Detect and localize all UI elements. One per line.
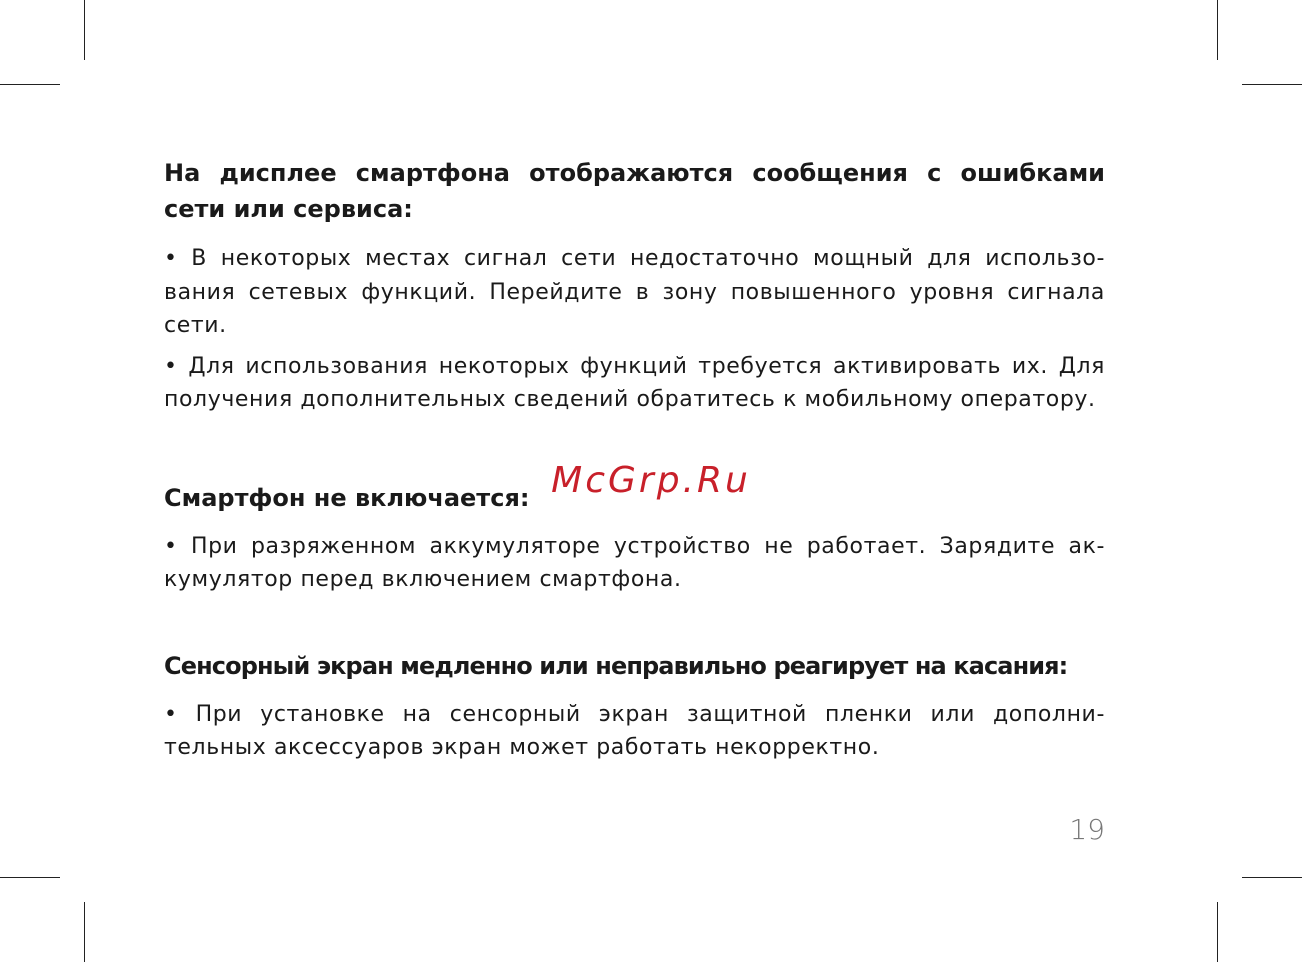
paragraph-battery-discharged: • При разряженном аккумуляторе устройство не работает. Зарядите ак-кумулятор перед включением смартфона. xyxy=(164,533,1105,592)
section-heading-phone-not-turning-on: Смартфон не включается: xyxy=(164,483,530,512)
crop-mark-bottom-left-horizontal xyxy=(0,877,60,878)
watermark-text: McGrp.Ru xyxy=(551,460,751,501)
section-heading-network-errors: На дисплее смартфона отображаются сообщения с ошибками сети или сервиса: xyxy=(164,159,1105,223)
paragraph-weak-signal: • В некоторых местах сигнал сети недостаточно мощный для использо-вания сетевых функций. Перейдите в зону повышенного уровня сигнала сети. xyxy=(164,246,1105,338)
paragraph-protective-film: • При установке на сенсорный экран защитной пленки или дополни-тельных аксессуаров экран может работать некорректно. xyxy=(164,701,1105,760)
crop-mark-top-right-vertical xyxy=(1217,0,1218,60)
crop-mark-top-right-horizontal xyxy=(1242,84,1302,85)
crop-mark-top-left-vertical xyxy=(84,0,85,60)
section-heading-touchscreen-slow: Сенсорный экран медленно или неправильно реагирует на касания: xyxy=(164,651,1068,680)
crop-mark-bottom-right-horizontal xyxy=(1242,877,1302,878)
crop-mark-bottom-right-vertical xyxy=(1217,902,1218,962)
page-number: 19 xyxy=(1069,813,1105,846)
paragraph-activate-functions: • Для использования некоторых функций требуется активировать их. Для получения дополнительных сведений обратитесь к мобильному оператору. xyxy=(164,353,1105,412)
crop-mark-bottom-left-vertical xyxy=(84,902,85,962)
crop-mark-top-left-horizontal xyxy=(0,84,60,85)
